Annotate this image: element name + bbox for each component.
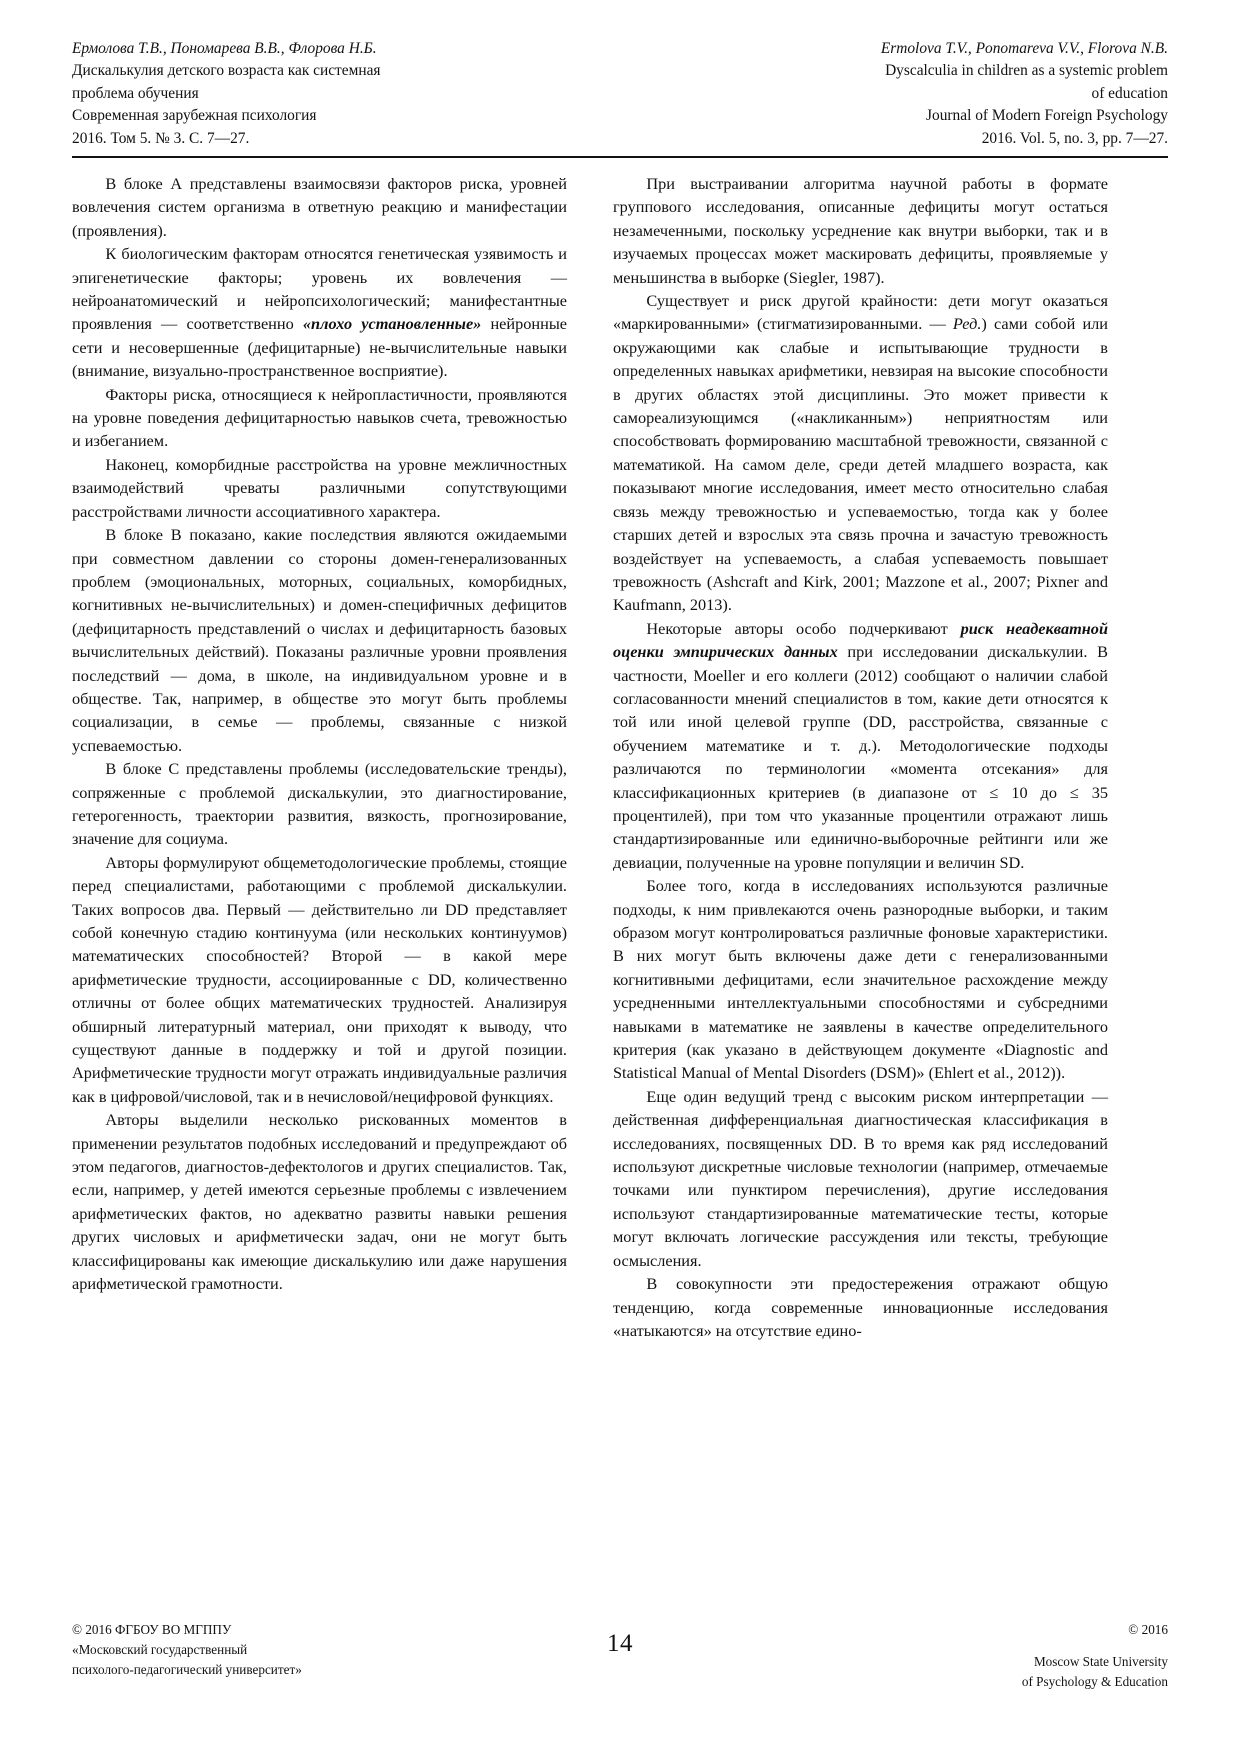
footer-left (72, 1620, 467, 1680)
running-head-journal-en: Journal of Modern Foreign Psychology (926, 107, 1168, 125)
paragraph: В блоке А представлены взаимосвязи факторов риска, уровней вовлечения систем организма в ответную реакцию и манифестации (проявления). (72, 174, 567, 240)
right-column (613, 172, 1108, 1582)
footer-org-en-line1: Moscow State University (1033, 1653, 1168, 1669)
paragraph: В блоке С представлены проблемы (исследовательские тренды), сопряженные с проблемой дискалькулии, это диагностирование, гетерогенность, траектории развития, вязкость, прогнозирование, значение для социума. (72, 759, 567, 849)
paragraph-text: Некоторые авторы особо подчеркивают (646, 618, 961, 638)
running-head-title-en-line1: Dyscalculia in children as a systemic problem (885, 62, 1168, 80)
emphasis-phrase: «плохо установленные» (302, 314, 482, 334)
paragraph: Авторы выделили несколько рискованных моментов в применении результатов подобных исследований и предупреждают об этом педагогов, диагностов-дефектологов и других специалистов. Так, если, например, у детей имеются серьезные проблемы с извлечением арифметических фактов, но адекватно развиты навыки решения других числовых и арифметически задач, они не могут быть классифицированы как имеющие дискалькулию или даже нарушения арифметической грамотности. (72, 1110, 567, 1294)
paragraph (72, 242, 567, 382)
running-head-left (72, 38, 587, 150)
running-head-issue-ru: 2016. Том 5. № 3. С. 7—27. (72, 129, 250, 147)
paragraph: Еще один ведущий тренд с высоким риском интерпретации — действенная дифференциальная диагностическая классификация в исследованиях, посвященных DD. В то время как ряд исследований используют дискретные числовые технологии (например, отмечаемые точками или пунктиром перечисления), другие исследования используют стандартизированные математические тесты, которые могут включать логические рассуждения или тексты, требующие осмысления. (613, 1086, 1108, 1270)
paragraph-text: К биологическим факторам относятся генетическая узявимость и эпигенетические факторы; уровень их вовлечения — нейроанатомический и нейропсихологический; манифестантные проявления — соответственно (72, 244, 567, 334)
running-head-title-ru-line2: проблема обучения (72, 84, 199, 102)
editor-note: Ред. (952, 314, 982, 334)
footer-copyright-en: © 2016 (1128, 1621, 1168, 1637)
paragraph: Авторы формулируют общеметодологические проблемы, стоящие перед специалистами, работающими с проблемой дискалькулии. Таких вопросов два. Первый — действительно ли DD представляет собой конечную стадию континуума (или нескольких континуумов) математических способностей? Второй — в какой мере арифметические трудности, ассоциированные с DD, количественно отличны от более общих математических трудностей. Анализируя обширный литературный материал, они приходят к выводу, что существуют данные в поддержку и той и другой позиции. Арифметические трудности могут отражать индивидуальные различия как в цифровой/числовой, так и в нечисловой/нецифровой функциях. (72, 852, 567, 1106)
footer-org-ru-line1: «Московский государственный (72, 1641, 248, 1657)
running-head-journal-ru: Современная зарубежная психология (72, 107, 317, 125)
paragraph-text: нейронные сети и несовершенные (дефицитарные) не-вычислительные навыки (внимание, визуально-пространственное восприятие). (72, 314, 567, 381)
footer-org-en-line2: of Psychology & Education (1021, 1673, 1168, 1689)
paragraph: В совокупности эти предостережения отражают общую тенденцию, когда современные инновационные исследования «натыкаются» на отсутствие едино- (613, 1274, 1108, 1340)
running-head-right (653, 38, 1168, 150)
paragraph (613, 617, 1108, 874)
paragraph: Наконец, коморбидные расстройства на уровне межличностных взаимодействий чреваты различными сопутствующими расстройствами личности ассоциативного характера. (72, 454, 567, 521)
running-head-title-en-line2: of education (1091, 84, 1168, 102)
page-number: 14 (607, 1630, 633, 1657)
paragraph: В блоке В показано, какие последствия являются ожидаемыми при совместном давлении со стороны домен-генерализованных проблем (эмоциональных, моторных, социальных, коморбидных, когнитивных не-вычислительных) и домен-специфичных дефицитов (дефицитарность представлений о числах и дефицитарность базовых вычислительных действий). Показаны различные уровни проявления последствий — дома, в школе, на индивидуальном уровне и в обществе. Так, например, в обществе это могут быть проблемы социализации, в семье — проблемы, связанные с низкой успеваемостью. (72, 525, 567, 755)
paragraph-text: при исследовании дискалькулии. В частности, Moeller и его коллеги (2012) сообщают о наличии слабой согласованности мнений специалистов в том, какие дети относятся к той или иной целевой группе (DD, расстройства, связанные с обучением математике и т. д.). Методологические подходы различаются по терминологии «момента отсекания» для классификационных критериев (в диапазоне от ≤ 10 до ≤ 35 процентилей), при том что указанные процентили отражают лишь стандартизированные или единично-выборочные рейтинги или же девиации, полученные на уровне популяции и величин SD. (613, 642, 1109, 872)
paragraph-text: Существует и риск другой крайности: дети могут оказаться «маркированными» (стигматизированными. — (613, 291, 1108, 334)
emphasis-phrase: риск неадекватной оценки эмпирических данных (613, 618, 1108, 662)
running-head-issue-en: 2016. Vol. 5, no. 3, pp. 7—27. (981, 129, 1168, 147)
paragraph-text: ) сами собой или окружающими как слабые и испытывающие трудности в определенных навыках арифметики, невзирая на высокие способности в других областях этой дисциплины. Это может привести к самореализующимся («накликанным») неприятностям или способствовать формированию масштабной тревожности, связанной с математикой. На самом деле, среди детей младшего возраста, как показывают многие исследования, имеет место относительно слабая связь между тревожностью и успеваемостью, тогда как у более старших детей и взрослых эта связь прочна и зачастую тревожность воздействует на успеваемость, а слабая успеваемость повышает тревожность (Ashcraft and Kirk, 2001; Mazzone et al., 2007; Pixner and Kaufmann, 2013). (613, 314, 1108, 615)
running-head (72, 38, 1168, 150)
body-columns (72, 172, 1168, 1582)
left-column (72, 172, 567, 1582)
footer-copyright-ru: © 2016 ФГБОУ ВО МГППУ (72, 1621, 232, 1637)
running-head-title-ru-line1: Дискалькулия детского возраста как системная (72, 62, 381, 80)
paragraph: Более того, когда в исследованиях используются различные подходы, к ним привлекаются очень разнородные выборки, и таким образом могут контролироваться различные фоновые характеристики. В них могут быть включены даже дети с генерализованными когнитивными дефицитами, если значительное расхождение между усредненными интеллектуальными способностями и субсредними навыками в математике не заявлены в качестве определительного критерия (как указано в действующем документе «Diagnostic and Statistical Manual of Mental Disorders (DSM)» (Ehlert et al., 2012)). (613, 876, 1108, 1083)
running-head-authors-en: Ermolova T.V., Ponomareva V.V., Florova N.B. (880, 40, 1168, 57)
paragraph: Факторы риска, относящиеся к нейропластичности, проявляются на уровне поведения дефицитарностью навыков счета, тревожностью и избеганием. (72, 384, 567, 451)
footer-right (773, 1620, 1168, 1692)
paragraph (613, 289, 1108, 617)
running-head-authors-ru: Ермолова Т.В., Пономарева В.В., Флорова Н.Б. (72, 40, 377, 57)
page-footer (72, 1620, 1168, 1692)
paragraph: При выстраивании алгоритма научной работы в формате группового исследования, описанные дефициты могут остаться незамеченными, поскольку усреднение как внутри выборки, так и в изучаемых процессах может маскировать дефициты, проявляемые у меньшинства в выборке (Siegler, 1987). (613, 174, 1108, 287)
footer-org-ru-line2: психолого-педагогический университет» (72, 1661, 302, 1677)
header-divider-rule (72, 156, 1168, 158)
